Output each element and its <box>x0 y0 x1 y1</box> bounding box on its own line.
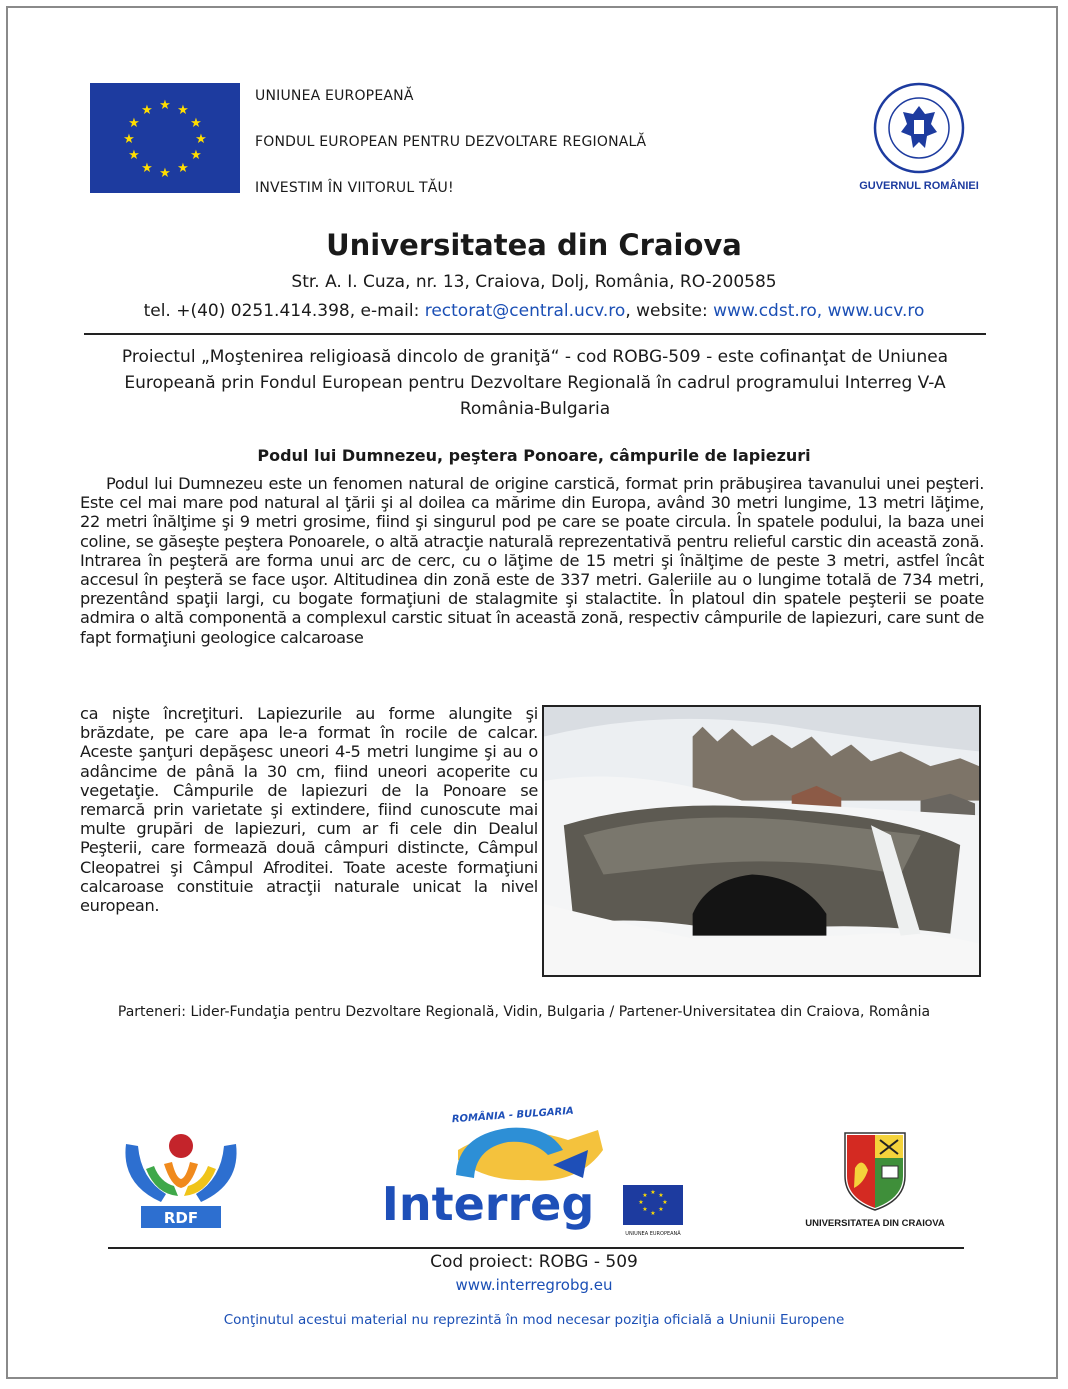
svg-text:★: ★ <box>638 1199 644 1206</box>
svg-text:★: ★ <box>141 103 153 118</box>
svg-text:★: ★ <box>190 148 202 163</box>
svg-text:★: ★ <box>177 161 189 176</box>
website-links[interactable]: www.cdst.ro, www.ucv.ro <box>713 301 925 321</box>
svg-text:★: ★ <box>159 166 171 181</box>
article-paragraph-wrap: ca nişte încreţituri. Lapiezurile au forme alungite şi brăzdate, pe care apa le-a format în rocile de calcar. Aceste şanţuri depăşesc uneori 4-5 metri lungime şi au o adâncime de până la 30 cm, fiind uneori acoperite cu vegetaţie. Câmpurile de lapiezuri de la Ponoare se remarcă prin varietate şi extindere, fiind cunoscute mai multe grupări de lapiezuri, cum ar fi cele din Dealul Peşterii, care formează două câmpuri distincte, Câmpul Cleopatrei şi Câmpul Afroditei. Toate aceste formaţiuni calcaroase constituie atracţii naturale unicat la nivel european. <box>80 704 538 916</box>
university-title: Universitatea din Craiova <box>326 228 742 262</box>
svg-text:★: ★ <box>195 132 207 147</box>
svg-text:★: ★ <box>159 98 171 113</box>
svg-text:★: ★ <box>141 161 153 176</box>
eu-disclaimer: Conţinutul acestui material nu reprezintă în mod necesar poziţia oficială a Uniunii Europene <box>223 1312 845 1328</box>
university-contact <box>0 301 1068 321</box>
eu-line-2: FONDUL EUROPEAN PENTRU DEZVOLTARE REGIONALĂ <box>255 134 647 150</box>
university-address: Str. A. I. Cuza, nr. 13, Craiova, Dolj, România, RO-200585 <box>291 272 777 292</box>
svg-text:★: ★ <box>123 132 135 147</box>
interreg-logo <box>378 1090 688 1240</box>
header-divider <box>84 333 986 335</box>
interreg-wordmark: Interreg <box>381 1177 595 1231</box>
svg-text:★: ★ <box>177 103 189 118</box>
article-title: Podul lui Dumnezeu, peştera Ponoare, câmpurile de lapiezuri <box>257 446 811 465</box>
footer-divider <box>108 1247 964 1249</box>
svg-text:★: ★ <box>642 1206 648 1213</box>
svg-text:★: ★ <box>658 1192 664 1199</box>
project-description: Proiectul „Moştenirea religioasă dincolo de graniţă“ - cod ROBG-509 - este cofinanţat de Uniunea Europeană prin Fondul European pentru Dezvoltare Regională în cadrul programului Interreg V-A România-Bulgaria <box>121 347 949 419</box>
eu-line-3: INVESTIM ÎN VIITORUL TĂU! <box>255 180 454 196</box>
government-seal-icon <box>873 82 965 174</box>
eu-funding-lines <box>255 86 646 224</box>
government-label: GUVERNUL ROMÂNIEI <box>859 180 979 192</box>
rdf-logo <box>116 1124 246 1230</box>
university-crest-icon <box>840 1128 910 1212</box>
interreg-eu-label: UNIUNEA EUROPEANĂ <box>625 1231 681 1237</box>
svg-text:★: ★ <box>642 1192 648 1199</box>
svg-text:★: ★ <box>128 148 140 163</box>
contact-phone: tel. +(40) 0251.414.398, e-mail: <box>143 301 425 321</box>
interreg-arc-text: ROMÂNIA - BULGARIA <box>451 1105 575 1126</box>
svg-text:★: ★ <box>128 116 140 131</box>
article-paragraph: Podul lui Dumnezeu este un fenomen natural de origine carstică, format prin prăbuşirea tavanului unei peşteri. Este cel mai mare pod natural al ţării şi al doilea ca mărime din Europa, având 30 metri lungime, 13 metri lăţime, 22 metri înălţime şi 9 metri grosime, fiind şi singurul pod pe care se poate circula. În spatele podului, la baza unei coline, se găseşte peştera Ponoarele, o altă atracţie naturală reprezentativă pentru relieful carstic din această zonă. Intrarea în peşteră are forma unui arc de cerc, cu o lăţime de 15 metri şi înălţime de peste 3 metri, astfel încât accesul în peşteră se face uşor. Altitudinea din zonă este de 337 metri. Galeriile au o lungime totală de 734 metri, prezentând spaţii largi, cu bogate formaţiuni de stalagmite şi stalactite. În platoul din spatele peşterii se poate admira o altă componentă a complexul carstic situat în această zonă, respectiv câmpurile de lapiezuri, care sunt de fapt formaţiuni geologice calcaroase <box>80 474 984 647</box>
svg-text:★: ★ <box>662 1199 668 1206</box>
university-crest-label: UNIVERSITATEA DIN CRAIOVA <box>805 1218 945 1229</box>
eu-line-1: UNIUNEA EUROPEANĂ <box>255 88 414 104</box>
website-label: , website: <box>625 301 714 321</box>
eu-flag-icon <box>90 83 240 193</box>
svg-text:★: ★ <box>650 1210 656 1217</box>
project-code: Cod proiect: ROBG - 509 <box>430 1252 638 1272</box>
rdf-logo-text: RDF <box>163 1209 199 1227</box>
partners-line: Parteneri: Lider-Fundaţia pentru Dezvoltare Regională, Vidin, Bulgaria / Partener-Universitatea din Craiova, România <box>117 1004 931 1020</box>
svg-text:★: ★ <box>190 116 202 131</box>
svg-text:★: ★ <box>658 1206 664 1213</box>
cave-photo <box>542 705 981 977</box>
svg-text:★: ★ <box>650 1189 656 1196</box>
interreg-website-link[interactable]: www.interregrobg.eu <box>455 1276 613 1294</box>
email-link[interactable]: rectorat@central.ucv.ro <box>424 301 626 321</box>
